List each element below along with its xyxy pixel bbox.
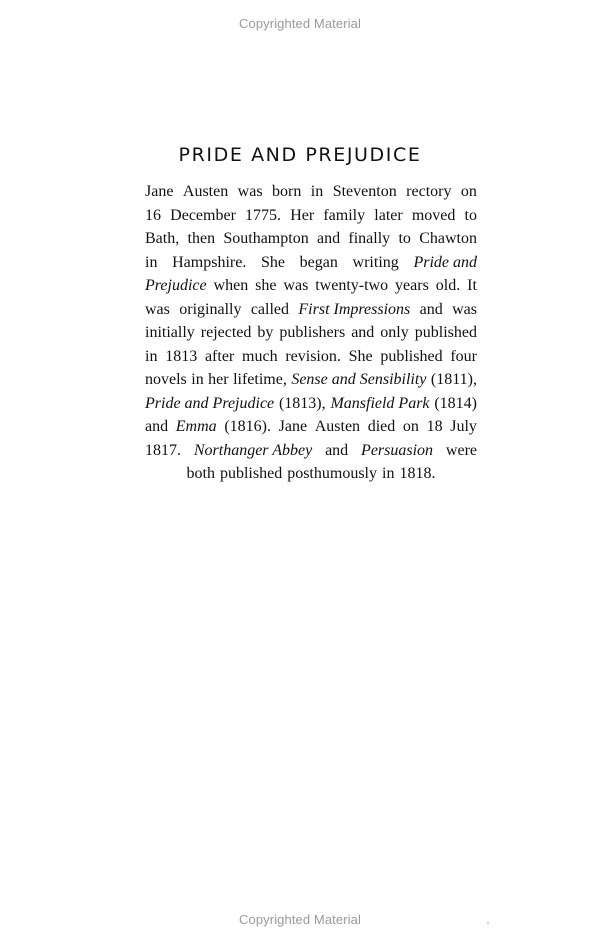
bio-word: years (395, 277, 429, 294)
bio-line (145, 392, 477, 416)
bio-word: on (460, 183, 477, 200)
bio-line (145, 227, 477, 251)
bio-word: and (145, 418, 169, 435)
bio-word: four (450, 347, 477, 365)
bio-word: 18 (426, 418, 443, 435)
bio-word: originally (179, 300, 242, 318)
bio-word: was (237, 183, 263, 200)
book-title-italic: Pride and (413, 253, 477, 271)
bio-word: revision. (285, 347, 341, 365)
bio-line (145, 204, 477, 228)
bio-word: published (380, 347, 443, 365)
bio-word: publishers (279, 324, 346, 341)
bio-word: rectory (406, 183, 452, 200)
bio-word: Hampshire. (172, 253, 247, 271)
bio-word: her (208, 371, 229, 388)
bio-line (145, 368, 477, 392)
bio-word: She (348, 347, 373, 365)
bio-word: both (186, 465, 215, 482)
bio-word: Jane (278, 418, 308, 435)
bio-line (145, 180, 477, 204)
bio-word: Southampton (223, 230, 309, 247)
bio-word: twenty-two (315, 277, 389, 294)
bio-word: and (351, 324, 375, 341)
bio-word: was (145, 300, 170, 318)
bio-word: published (219, 465, 283, 482)
bio-line (145, 415, 477, 439)
book-title-italic: First Impressions (298, 300, 411, 318)
bio-word: in (382, 465, 395, 482)
bio-word: family (323, 206, 366, 224)
bio-word: Bath, (145, 230, 180, 247)
book-title-italic: Pride and Prejudice (145, 394, 275, 412)
bio-word: July (450, 418, 477, 435)
bio-word: and (419, 300, 443, 318)
bio-word: Chawton (419, 230, 477, 247)
bio-word: to (398, 230, 411, 247)
bio-word: by (257, 324, 274, 341)
author-biography (145, 180, 477, 486)
bio-word: 1813 (165, 347, 198, 365)
bio-word: 1817. (145, 441, 181, 459)
bio-word: Jane (145, 183, 174, 200)
bio-word: were (445, 441, 477, 459)
bio-word: she (255, 277, 277, 294)
bio-word: posthumously (287, 465, 377, 482)
bio-word: 1818. (399, 465, 436, 482)
bio-word: in (191, 371, 204, 388)
bio-word: in (145, 347, 158, 365)
bio-line (145, 439, 477, 463)
bio-word: was (283, 277, 309, 294)
bio-word: and (325, 441, 349, 459)
book-title-italic: Persuasion (361, 441, 434, 459)
bio-word: later (374, 206, 403, 224)
bio-word: (1813), (278, 394, 326, 412)
page-title: PRIDE AND PREJUDICE (178, 143, 422, 166)
bio-word: much (242, 347, 278, 365)
bio-word: moved (411, 206, 456, 224)
bio-line (145, 298, 477, 322)
bio-line (145, 345, 477, 369)
bio-word: in (145, 253, 158, 271)
scan-speck (487, 922, 489, 924)
bio-word: initially (145, 324, 195, 341)
bio-word: writing (352, 253, 399, 271)
copyright-watermark-top: Copyrighted Material (239, 16, 361, 31)
bio-word: and (317, 230, 341, 247)
bio-word: finally (348, 230, 391, 247)
bio-word: born (272, 183, 302, 200)
bio-word: December (170, 206, 236, 224)
bio-word: then (187, 230, 216, 247)
bio-line (145, 274, 477, 298)
book-title-italic: Prejudice (145, 277, 207, 294)
bio-word: published (414, 324, 477, 341)
bio-word: when (213, 277, 249, 294)
bio-word: Steventon (332, 183, 397, 200)
bio-word: It (467, 277, 477, 294)
bio-word: on (402, 418, 419, 435)
bio-word: only (380, 324, 409, 341)
bio-line (145, 251, 477, 275)
bio-word: was (452, 300, 477, 318)
bio-word: began (299, 253, 338, 271)
bio-word: rejected (200, 324, 252, 341)
bio-word: 1775. (245, 206, 282, 224)
bio-word: Austen (182, 183, 229, 200)
bio-word: old. (435, 277, 461, 294)
bio-word: (1816). (224, 418, 271, 435)
bio-word: in (310, 183, 324, 200)
book-title-italic: Mansfield Park (330, 394, 430, 412)
bio-word: She (261, 253, 285, 271)
bio-word: died (367, 418, 396, 435)
book-title-italic: Northanger Abbey (193, 441, 313, 459)
book-title-italic: Emma (175, 418, 217, 435)
bio-word: Her (290, 206, 315, 224)
bio-word: after (204, 347, 235, 365)
bio-word: (1814) (434, 394, 477, 412)
bio-word: lifetime, (233, 371, 287, 388)
bio-line (145, 321, 477, 345)
copyright-watermark-bottom: Copyrighted Material (239, 912, 361, 927)
bio-word: (1811), (430, 371, 477, 388)
bio-line (145, 462, 477, 486)
bio-word: Austen (314, 418, 361, 435)
bio-word: novels (145, 371, 187, 388)
book-title-italic: Sense and Sensibility (291, 371, 427, 388)
bio-word: to (464, 206, 477, 224)
bio-word: 16 (145, 206, 161, 224)
bio-word: called (250, 300, 290, 318)
